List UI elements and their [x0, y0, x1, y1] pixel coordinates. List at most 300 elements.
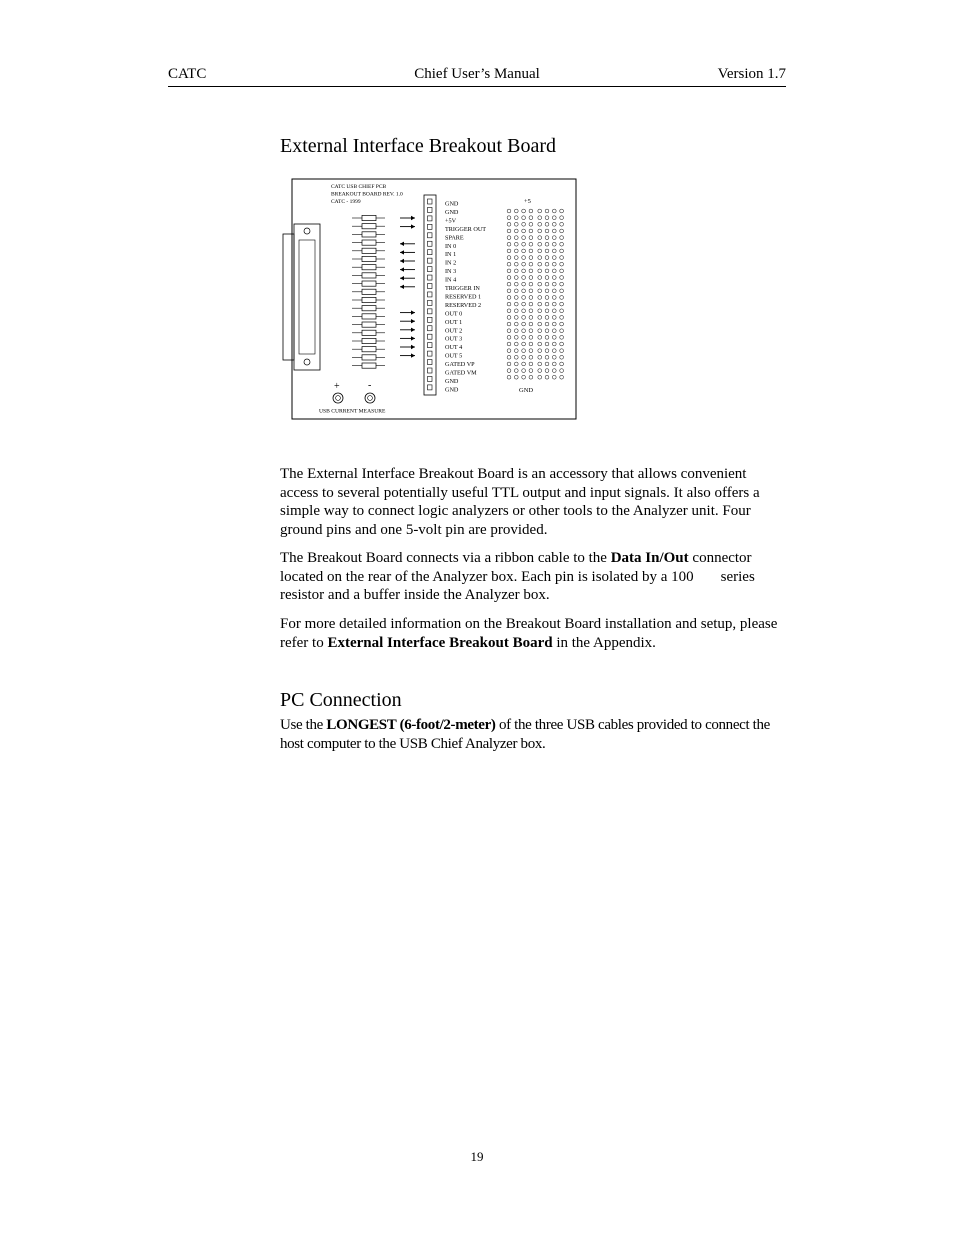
proto-hole: [507, 342, 511, 346]
header-version: Version 1.7: [717, 66, 786, 82]
proto-hole: [522, 302, 526, 306]
pin-label: GND: [445, 200, 459, 208]
proto-hole: [522, 309, 526, 313]
proto-hole: [545, 282, 549, 286]
proto-hole: [560, 262, 564, 266]
pin-label: OUT 4: [445, 344, 463, 352]
proto-hole: [514, 309, 518, 313]
proto-hole: [514, 269, 518, 273]
proto-hole: [522, 209, 526, 213]
arrow-left-icon: [400, 259, 415, 263]
proto-hole: [538, 256, 542, 260]
proto-hole: [538, 329, 542, 333]
resistor: [362, 256, 376, 261]
proto-hole: [507, 216, 511, 220]
arrow-left-icon: [400, 242, 415, 246]
proto-hole: [522, 355, 526, 359]
proto-hole: [552, 369, 556, 373]
proto-hole: [529, 262, 533, 266]
proto-hole: [545, 269, 549, 273]
header-pin: [428, 334, 433, 339]
section-heading-breakout-board: External Interface Breakout Board: [280, 135, 556, 157]
arrow-right-icon: [400, 328, 415, 332]
proto-hole: [507, 262, 511, 266]
current-measure-label: USB CURRENT MEASURE: [319, 408, 386, 415]
proto-hole: [538, 242, 542, 246]
header-pin: [428, 250, 433, 255]
proto-hole: [552, 349, 556, 353]
proto-hole: [514, 369, 518, 373]
proto-hole: [538, 269, 542, 273]
proto-hole: [514, 276, 518, 280]
pin-label: OUT 3: [445, 335, 463, 343]
proto-hole: [514, 322, 518, 326]
proto-hole: [552, 236, 556, 240]
resistor: [362, 355, 376, 360]
pin-label: +5V: [445, 217, 457, 225]
header-pin: [428, 292, 433, 297]
proto-hole: [560, 375, 564, 379]
proto-hole: [560, 355, 564, 359]
header-pin: [428, 368, 433, 373]
header-pins: [428, 199, 433, 390]
proto-hole: [560, 276, 564, 280]
proto-hole: [560, 249, 564, 253]
board-label-line-3: CATC - 1999: [331, 199, 361, 205]
proto-hole: [545, 289, 549, 293]
proto-hole: [507, 362, 511, 366]
pin-label: GATED VM: [445, 369, 477, 377]
proto-hole: [529, 335, 533, 339]
resistor: [362, 240, 376, 245]
pin-label: IN 2: [445, 259, 457, 267]
proto-hole: [529, 242, 533, 246]
proto-hole: [545, 249, 549, 253]
header-pin: [428, 233, 433, 238]
resistor-array: [352, 215, 385, 368]
proto-hole: [522, 242, 526, 246]
proto-hole: [529, 309, 533, 313]
proto-hole: [552, 216, 556, 220]
proto-hole: [552, 296, 556, 300]
proto-hole: [522, 335, 526, 339]
proto-hole: [522, 349, 526, 353]
proto-hole: [514, 335, 518, 339]
proto-hole: [545, 322, 549, 326]
header-rule: [168, 86, 786, 87]
resistor: [362, 248, 376, 253]
proto-hole: [529, 329, 533, 333]
p4-text-a: Use the: [280, 717, 327, 733]
proto-hole: [522, 269, 526, 273]
proto-hole: [514, 236, 518, 240]
proto-hole: [560, 256, 564, 260]
proto-hole: [545, 296, 549, 300]
proto-hole: [552, 249, 556, 253]
resistor: [362, 297, 376, 302]
proto-hole: [507, 355, 511, 359]
proto-hole: [538, 262, 542, 266]
breakout-board-diagram: [282, 178, 578, 421]
header-pin: [428, 207, 433, 212]
header-pin: [428, 351, 433, 356]
proto-hole: [514, 282, 518, 286]
proto-hole: [529, 229, 533, 233]
proto-hole: [545, 216, 549, 220]
data-in-out-term: Data In/Out: [610, 550, 689, 566]
header-pin: [428, 224, 433, 229]
paragraph-breakout-connection: [280, 549, 786, 605]
proto-hole: [514, 349, 518, 353]
pin-label: OUT 2: [445, 327, 463, 335]
resistor: [362, 289, 376, 294]
proto-hole: [507, 309, 511, 313]
proto-hole: [538, 276, 542, 280]
proto-hole: [529, 296, 533, 300]
proto-hole: [538, 355, 542, 359]
pin-label: TRIGGER IN: [445, 285, 480, 292]
proto-hole: [560, 342, 564, 346]
proto-hole: [529, 362, 533, 366]
proto-hole: [552, 222, 556, 226]
proto-hole: [560, 362, 564, 366]
proto-hole: [538, 316, 542, 320]
header-pin: [428, 258, 433, 263]
proto-hole: [538, 289, 542, 293]
proto-hole: [507, 256, 511, 260]
longest-cable-term: LONGEST (6-foot/2-meter): [326, 717, 496, 733]
proto-hole: [552, 342, 556, 346]
proto-hole: [552, 269, 556, 273]
proto-hole: [507, 375, 511, 379]
proto-hole: [529, 355, 533, 359]
p3-text-c: in the Appendix.: [552, 634, 656, 651]
proto-hole: [538, 309, 542, 313]
proto-hole: [529, 302, 533, 306]
resistor: [362, 306, 376, 311]
arrow-right-icon: [400, 310, 415, 314]
proto-hole: [560, 316, 564, 320]
proto-hole: [514, 362, 518, 366]
proto-hole: [545, 229, 549, 233]
proto-hole: [560, 322, 564, 326]
proto-hole: [560, 269, 564, 273]
section-heading-pc-connection: PC Connection: [280, 689, 402, 711]
proto-hole: [560, 369, 564, 373]
proto-hole: [552, 316, 556, 320]
header-pin: [428, 267, 433, 272]
proto-hole: [538, 296, 542, 300]
board-label-line-2: BREAKOUT BOARD REV. 1.0: [331, 191, 403, 198]
header-company: CATC: [168, 66, 207, 82]
pin-label: IN 4: [445, 276, 457, 284]
proto-hole: [538, 222, 542, 226]
current-minus-label: -: [368, 380, 372, 391]
pin-label: GND: [445, 377, 459, 385]
proto-hole: [529, 276, 533, 280]
proto-hole: [545, 375, 549, 379]
proto-hole: [507, 276, 511, 280]
proto-hole: [514, 256, 518, 260]
resistor: [362, 330, 376, 335]
paragraph-breakout-reference: [280, 615, 786, 652]
proto-hole: [560, 242, 564, 246]
proto-hole: [514, 242, 518, 246]
proto-hole: [538, 229, 542, 233]
mounting-hole: [304, 228, 310, 234]
header-pin: [428, 241, 433, 246]
p2-text-c: connector located on the rear of the Analyzer box. Each pin is isolated by a 100: [280, 550, 752, 585]
proto-hole: [552, 242, 556, 246]
proto-hole: [522, 329, 526, 333]
proto-hole: [529, 209, 533, 213]
header-pin: [428, 275, 433, 280]
arrow-right-icon: [400, 353, 415, 357]
proto-hole: [514, 262, 518, 266]
proto-hole: [560, 289, 564, 293]
pin-label: OUT 5: [445, 352, 463, 360]
proto-hole: [538, 249, 542, 253]
proto-hole: [538, 369, 542, 373]
proto-hole: [529, 282, 533, 286]
proto-hole: [507, 236, 511, 240]
pin-label: IN 0: [445, 242, 457, 250]
proto-hole: [552, 362, 556, 366]
db-connector: [294, 224, 320, 370]
proto-hole: [560, 335, 564, 339]
proto-hole: [552, 335, 556, 339]
proto-hole: [545, 222, 549, 226]
arrow-right-icon: [400, 345, 415, 349]
proto-hole: [514, 302, 518, 306]
proto-hole: [522, 322, 526, 326]
proto-hole: [507, 329, 511, 333]
proto-hole: [538, 362, 542, 366]
proto-hole: [507, 289, 511, 293]
paragraph-breakout-intro: The External Interface Breakout Board is an accessory that allows convenient access to several potentially useful TTL output and input signals. It also offers a simple way to connect logic analyzers or other tools to the Analyzer unit. Four ground pins and one 5-volt pin are provided.: [280, 466, 760, 538]
proto-hole: [538, 375, 542, 379]
proto-hole: [529, 216, 533, 220]
proto-hole: [560, 282, 564, 286]
proto-hole: [529, 369, 533, 373]
proto-hole: [529, 222, 533, 226]
pin-label: IN 1: [445, 251, 457, 259]
proto-hole: [522, 289, 526, 293]
proto-hole: [507, 296, 511, 300]
proto-hole: [529, 256, 533, 260]
proto-hole: [507, 242, 511, 246]
test-point-minus: [365, 393, 375, 403]
board-label-line-1: CATC USB CHIEF PCB: [331, 184, 387, 190]
pin-label: GND: [445, 208, 459, 216]
proto-hole: [507, 322, 511, 326]
paragraph-pc-connection: [280, 716, 786, 753]
arrow-left-icon: [400, 250, 415, 254]
proto-hole: [529, 322, 533, 326]
proto-hole: [538, 302, 542, 306]
proto-hole: [507, 269, 511, 273]
proto-hole: [522, 262, 526, 266]
pin-label: OUT 1: [445, 318, 463, 326]
page-number: 19: [470, 1149, 484, 1164]
p2-text-a: The Breakout Board connects via a ribbon cable to the: [280, 550, 611, 566]
resistor: [362, 314, 376, 319]
proto-hole: [545, 369, 549, 373]
proto-hole: [522, 375, 526, 379]
proto-hole: [560, 209, 564, 213]
arrow-right-icon: [400, 216, 415, 220]
header-pin: [428, 317, 433, 322]
proto-hole: [545, 349, 549, 353]
resistor: [362, 347, 376, 352]
proto-hole: [522, 276, 526, 280]
resistor: [362, 281, 376, 286]
header-pin: [428, 309, 433, 314]
proto-hole: [529, 316, 533, 320]
proto-hole: [529, 289, 533, 293]
plus-five-label: +5: [524, 198, 531, 205]
proto-hole: [545, 242, 549, 246]
resistor: [362, 265, 376, 270]
proto-hole: [507, 316, 511, 320]
proto-hole: [560, 236, 564, 240]
proto-hole: [514, 316, 518, 320]
pin-label: IN 3: [445, 268, 457, 276]
proto-hole: [538, 216, 542, 220]
gnd-grid-label: GND: [519, 387, 534, 394]
proto-hole: [507, 209, 511, 213]
header-pin: [428, 385, 433, 390]
header-strip: [424, 195, 436, 395]
header-pin: [428, 360, 433, 365]
pin-label: GATED VP: [445, 361, 475, 369]
proto-hole: [552, 322, 556, 326]
proto-hole: [538, 236, 542, 240]
arrow-right-icon: [400, 336, 415, 340]
pin-label: GND: [445, 386, 459, 394]
arrow-left-icon: [400, 267, 415, 271]
test-point-plus: [333, 393, 343, 403]
proto-hole: [545, 335, 549, 339]
proto-hole: [552, 282, 556, 286]
proto-hole: [538, 335, 542, 339]
proto-hole: [552, 375, 556, 379]
proto-hole: [538, 282, 542, 286]
arrow-right-icon: [400, 224, 415, 228]
proto-hole: [514, 249, 518, 253]
proto-hole: [522, 216, 526, 220]
proto-hole: [538, 322, 542, 326]
proto-hole: [522, 236, 526, 240]
proto-hole: [560, 302, 564, 306]
proto-hole: [560, 296, 564, 300]
header-pin: [428, 376, 433, 381]
prototype-grid: [507, 209, 563, 379]
proto-hole: [538, 342, 542, 346]
proto-hole: [514, 375, 518, 379]
proto-hole: [560, 229, 564, 233]
pin-label: TRIGGER OUT: [445, 225, 487, 233]
proto-hole: [552, 355, 556, 359]
pin-label: RESERVED 1: [445, 293, 482, 301]
proto-hole: [545, 209, 549, 213]
page-header: [168, 66, 786, 86]
pin-label: OUT 0: [445, 310, 463, 318]
proto-hole: [522, 316, 526, 320]
proto-hole: [522, 362, 526, 366]
proto-hole: [507, 282, 511, 286]
proto-hole: [529, 375, 533, 379]
arrow-left-icon: [400, 276, 415, 280]
proto-hole: [552, 289, 556, 293]
header-pin: [428, 343, 433, 348]
proto-hole: [507, 349, 511, 353]
proto-hole: [529, 236, 533, 240]
current-plus-label: +: [334, 381, 340, 392]
proto-hole: [538, 349, 542, 353]
proto-hole: [514, 289, 518, 293]
proto-hole: [514, 329, 518, 333]
proto-hole: [529, 349, 533, 353]
proto-hole: [552, 229, 556, 233]
proto-hole: [552, 209, 556, 213]
proto-hole: [522, 282, 526, 286]
proto-hole: [514, 296, 518, 300]
header-pin: [428, 300, 433, 305]
arrow-right-icon: [400, 319, 415, 323]
proto-hole: [545, 316, 549, 320]
proto-hole: [545, 329, 549, 333]
proto-hole: [507, 222, 511, 226]
resistor: [362, 232, 376, 237]
proto-hole: [522, 296, 526, 300]
proto-hole: [552, 276, 556, 280]
pin-label-list: [445, 201, 486, 394]
resistor: [362, 273, 376, 278]
proto-hole: [529, 249, 533, 253]
proto-hole: [507, 302, 511, 306]
signal-arrows: [400, 216, 415, 358]
proto-hole: [514, 229, 518, 233]
pin-label: SPARE: [445, 234, 464, 242]
proto-hole: [560, 309, 564, 313]
p4-text-c: of the three USB cables provided to connect the host computer to the USB Chief Analyzer box.: [280, 717, 770, 752]
resistor: [362, 322, 376, 327]
resistor: [362, 363, 376, 368]
proto-hole: [507, 249, 511, 253]
proto-hole: [529, 342, 533, 346]
proto-hole: [552, 256, 556, 260]
proto-hole: [514, 216, 518, 220]
proto-hole: [545, 362, 549, 366]
resistor: [362, 224, 376, 229]
resistor: [362, 338, 376, 343]
pin-label: RESERVED 2: [445, 301, 482, 309]
proto-hole: [507, 335, 511, 339]
proto-hole: [522, 249, 526, 253]
mounting-hole: [304, 359, 310, 365]
proto-hole: [552, 262, 556, 266]
proto-hole: [545, 309, 549, 313]
proto-hole: [514, 355, 518, 359]
proto-hole: [507, 369, 511, 373]
proto-hole: [545, 256, 549, 260]
p3-text-a: For more detailed information on the Breakout Board installation and setup, please refer to: [280, 616, 778, 651]
resistor: [362, 215, 376, 220]
proto-hole: [522, 256, 526, 260]
header-pin: [428, 284, 433, 289]
proto-hole: [552, 329, 556, 333]
